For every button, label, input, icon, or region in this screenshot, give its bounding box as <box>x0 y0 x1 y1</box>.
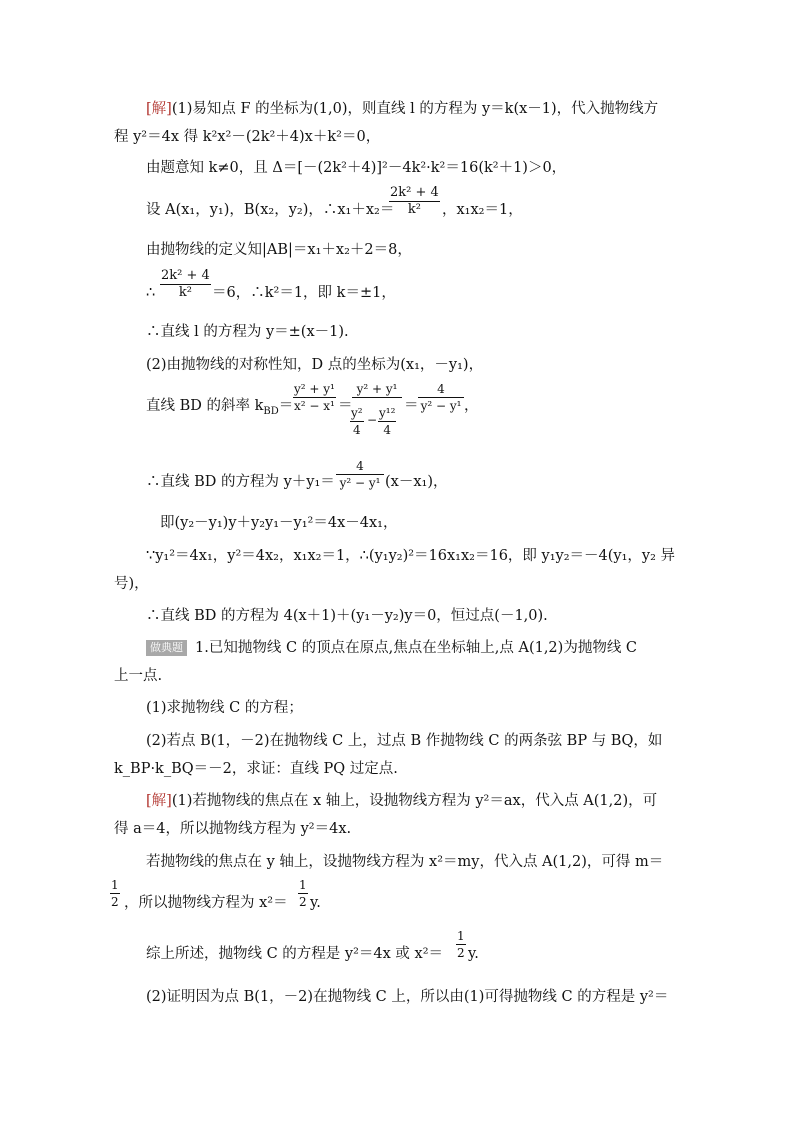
solution-line: ∴直线 BD 的方程为 y＋y₁＝ <box>146 474 335 490</box>
solution-line: (2)证明因为点 B(1，－2)在抛物线 C 上，所以由(1)可得抛物线 C 的方程是 y²＝ <box>146 989 669 1005</box>
solution-line: 综上所述，抛物线 C 的方程是 y²＝4x 或 x²＝ <box>146 946 444 962</box>
fraction: y¹² 4 <box>379 406 396 437</box>
fraction: 2k² + 4 k² <box>161 268 210 300</box>
solution-line: ∴ <box>146 285 156 301</box>
fraction: 2k² + 4 k² <box>390 185 439 217</box>
fraction: 4 y² − y¹ <box>418 381 464 414</box>
fraction: y² 4 <box>351 406 363 437</box>
fraction: 1 2 <box>111 878 119 909</box>
solution-line: [解](1)若抛物线的焦点在 x 轴上，设抛物线方程为 y²＝ax，代入点 A(1,2)，可 <box>146 793 658 809</box>
solution-line: ∵y₁²＝4x₁，y²＝4x₂，x₁x₂＝1，∴(y₁y₂)²＝16x₁x₂＝16，即 y₁y₂＝－4(y₁，y₂ 异 <box>146 548 676 564</box>
solution-line: 设 A(x₁，y₁)，B(x₂，y₂)，∴x₁＋x₂＝ <box>146 202 395 218</box>
fraction: y² + y¹ <box>352 381 402 398</box>
solution-line: ，x₁x₂＝1， <box>442 202 523 218</box>
exercise-question: (1)求抛物线 C 的方程； <box>146 700 303 716</box>
solution-line: 直线 BD 的斜率 $k_{BD}=$ <box>146 398 294 417</box>
exercise-question: (2)若点 B(1，－2)在抛物线 C 上，过点 B 作抛物线 C 的两条弦 BP 与 BQ，如 <box>146 733 663 749</box>
solution-tag: [解] <box>146 793 172 809</box>
solution-line: 由题意知 k≠0，且 Δ＝[－(2k²＋4)]²－4k²·k²＝16(k²＋1)＞0， <box>146 160 567 176</box>
solution-line: ∴直线 l 的方程为 y＝±(x－1). <box>146 324 349 340</box>
solution-line: 若抛物线的焦点在 y 轴上，设抛物线方程为 x²＝my，代入点 A(1,2)，可得 m＝ <box>146 854 664 870</box>
solution-line: ＝6，∴k²＝1，即 k＝±1， <box>212 285 396 301</box>
fraction: y² + y¹ x² − x¹ <box>294 382 335 413</box>
fraction: 4 y² − y¹ <box>336 458 384 491</box>
exercise-line: 做典题 1.已知抛物线 C 的顶点在原点,焦点在坐标轴上,点 A(1,2)为抛物线 C <box>146 638 637 658</box>
exercise-question: k_BP·k_BQ＝－2，求证：直线 PQ 过定点. <box>114 761 398 777</box>
fraction: 1 2 <box>299 878 307 909</box>
solution-line: 得 a＝4，所以抛物线方程为 y²＝4x. <box>114 821 352 837</box>
solution-line: 由抛物线的定义知|AB|＝x₁＋x₂＋2＝8， <box>146 242 412 258</box>
solution-line: ∴直线 BD 的方程为 4(x＋1)＋(y₁－y₂)y＝0，恒过点(－1,0). <box>146 608 548 624</box>
solution-line: 即(y₂－y₁)y＋y₂y₁－y₁²＝4x－4x₁， <box>160 515 398 531</box>
solution-tag: [解] <box>146 101 172 117</box>
solution-line: [解](1)易知点 F 的坐标为(1,0)，则直线 l 的方程为 y＝k(x－1)，代入抛物线方 <box>146 101 659 117</box>
solution-line: 号)， <box>114 576 149 592</box>
solution-line: 程 y²＝4x 得 k²x²－(2k²＋4)x＋k²＝0， <box>114 129 381 145</box>
solution-line: (2)由抛物线的对称性知，D 点的坐标为(x₁，－y₁)， <box>146 357 484 373</box>
exercise-line: 上一点. <box>114 668 163 684</box>
fraction: 1 2 <box>457 929 465 960</box>
exercise-badge: 做典题 <box>146 640 187 656</box>
solution-line: ，所以抛物线方程为 x²＝ <box>124 895 288 911</box>
